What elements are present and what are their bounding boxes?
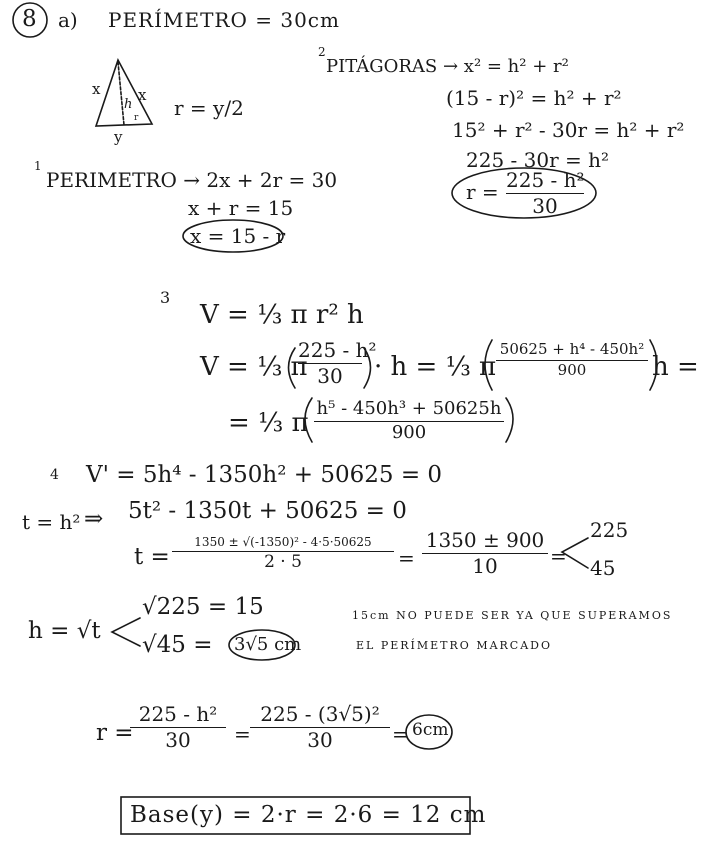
step4-line1: V' = 5h⁴ - 1350h² + 50625 = 0 [86,462,443,488]
step4-t-num: 1350 ± √(-1350)² - 4·5·50625 [194,535,372,549]
step6-frac2-num: 225 - (3√5)² [260,702,380,726]
step5-h2-result: 3√5 cm [234,634,302,655]
part-label: a) [58,8,78,32]
step4-t-equals2: = [550,544,567,568]
step5-note-line2: EL PERÍMETRO MARCADO [356,639,553,652]
step5-h-lhs: h = √t [28,618,101,644]
step4-root2: 45 [590,556,616,580]
paren-right-3 [506,398,513,442]
step2-line3: 15² + r² - 30r = h² + r² [452,118,685,142]
problem-number: 8 [22,6,37,32]
step2-line1: PITÁGORAS → x² = h² + r² [326,56,569,77]
step3-frac1-num: 225 - h² [298,338,377,362]
triangle-height-line [118,62,124,125]
step3-line1: V = ⅓ π r² h [200,300,364,330]
step4-t-num2: 1350 ± 900 [425,528,545,552]
step3-line2-mid: · h = ⅓ π [374,352,497,382]
step2-line2: (15 - r)² = h² + r² [446,86,622,110]
step6-fraction1 [130,704,226,751]
triangle-side-left-label: x [92,80,101,98]
step6-equals2: = [392,722,409,746]
step5-h1: √225 = 15 [142,594,264,620]
step2-result-lhs: r = [466,180,499,204]
triangle-base-label: y [114,128,123,146]
step4-t-lhs: t = [134,544,170,570]
step6-result: 6cm [412,720,449,740]
step3-frac2-den: 900 [557,360,587,379]
step3-number: 3 [160,288,171,307]
given-perimeter: PERÍMETRO = 30cm [108,8,340,32]
step1-line1: PERIMETRO → 2x + 2r = 30 [46,168,338,192]
step4-t-equals: = [398,546,415,570]
step4-number: 4 [50,467,59,483]
step3-frac1-den: 30 [317,364,343,388]
step2-result-num: 225 - h² [506,168,585,192]
step3-line2-lhs: V = ⅓ π [200,352,308,382]
step6-fraction2 [250,704,390,751]
step3-frac3-num: h⁵ - 450h³ + 50625h [316,398,502,419]
step6-frac1-num: 225 - h² [138,702,218,726]
step2-line4: 225 - 30r = h² [466,148,610,172]
step3-line3-lhs: = ⅓ π [228,408,309,438]
triangle-side-right-label: x [138,86,147,104]
step3-fraction2 [496,342,648,379]
step4-substitution: t = h² [22,510,81,534]
step3-fraction1 [298,338,377,388]
figure-relation: r = y/2 [174,96,244,120]
step4-t-fraction2 [422,530,548,577]
h-bracket [112,618,140,646]
step4-t-fraction [172,536,394,571]
step3-frac3-den: 900 [391,421,427,443]
step4-line2: 5t² - 1350t + 50625 = 0 [128,498,407,524]
step1-number: 1 [34,159,42,173]
step6-frac1-den: 30 [165,728,191,752]
step6-r-lhs: r = [96,720,134,746]
step2-result-fraction [506,170,584,217]
final-answer: Base(y) = 2·r = 2·6 = 12 cm [130,802,487,828]
step4-implies-arrow: ⇒ [84,506,104,532]
step6-equals1: = [234,722,251,746]
step3-fraction3 [314,400,504,443]
step4-root1: 225 [590,518,629,542]
step5-note-line1: 15cm NO PUEDE SER YA QUE SUPERAMOS [352,609,673,622]
step3-frac2-num: 50625 + h⁴ - 450h² [499,340,645,358]
step6-frac2-den: 30 [307,728,333,752]
step5-h2: √45 = [142,632,213,658]
step3-line2-tail: h = [652,352,699,382]
step1-result: x = 15 - r [190,224,286,248]
step1-line2: x + r = 15 [188,196,294,220]
step2-number: 2 [318,45,326,59]
step4-t-den2: 10 [472,554,498,578]
step4-t-den: 2 · 5 [264,551,302,572]
step2-result-den: 30 [532,194,558,218]
triangle-height-label: h [124,97,133,112]
triangle-half-base-label: r [134,113,139,123]
